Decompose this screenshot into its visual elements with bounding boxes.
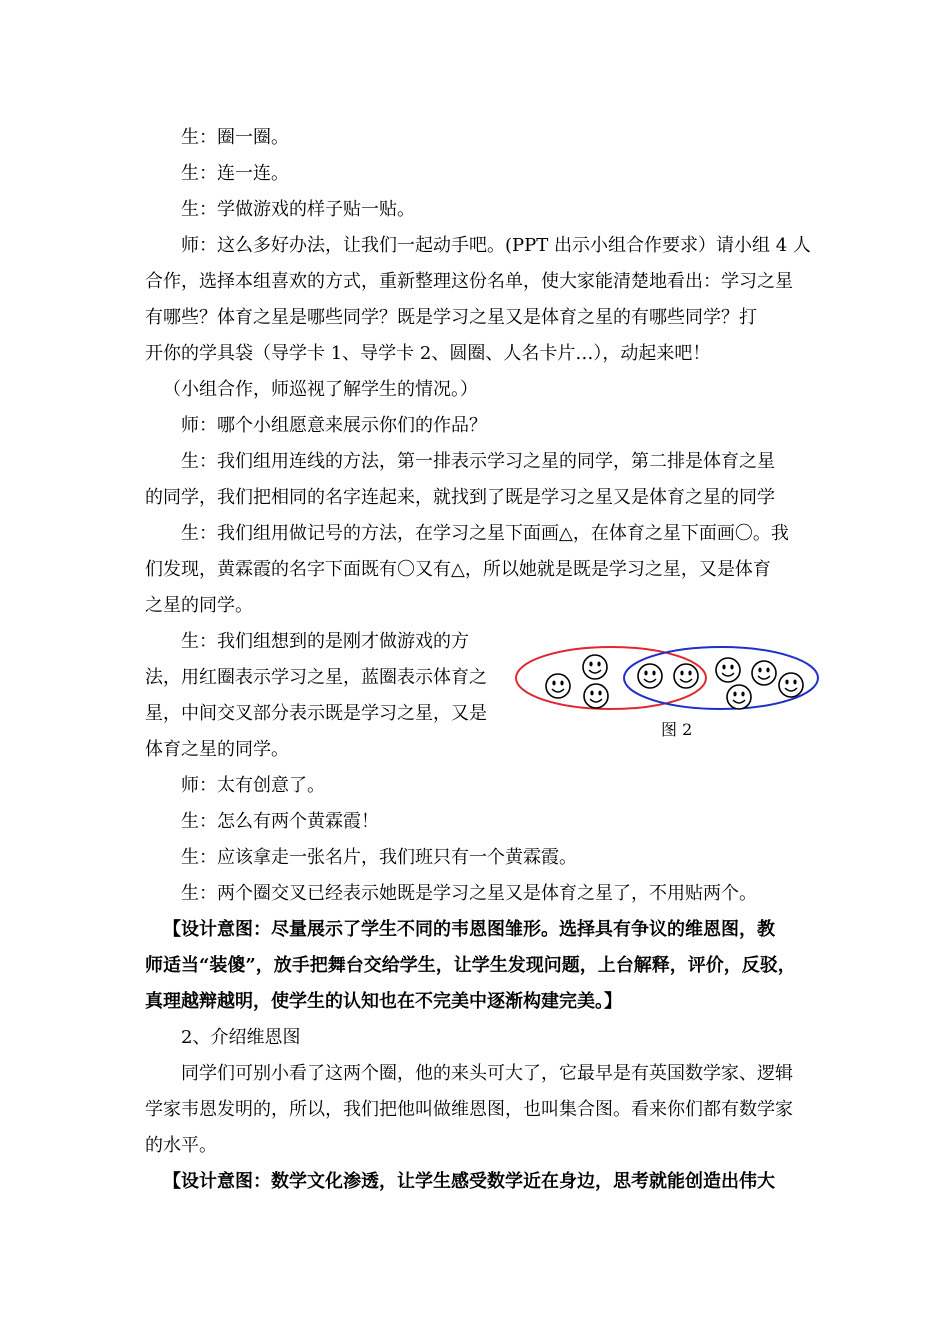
text-line: 的水平。 (145, 1135, 217, 1156)
text-line: 生：应该拿走一张名片，我们班只有一个黄霖霞。 (181, 847, 577, 868)
smiley-face-icon (779, 673, 803, 697)
text-line: 生：怎么有两个黄霖霞！ (181, 811, 379, 832)
text-line: （小组合作，师巡视了解学生的情况。） (163, 379, 478, 400)
smiley-face-icon (583, 655, 607, 679)
section-heading: 2、介绍维恩图 (181, 1027, 301, 1048)
text-line: 生：我们组想到的是刚才做游戏的方 (181, 631, 469, 652)
design-intent-line: 真理越辩越明，使学生的认知也在不完美中逐渐构建完美。】 (145, 991, 622, 1012)
text-line: 师：太有创意了。 (181, 775, 325, 796)
text-line: 法，用红圈表示学习之星，蓝圈表示体育之 (145, 667, 487, 688)
text-line: 学家韦恩发明的，所以，我们把他叫做维恩图，也叫集合图。看来你们都有数学家 (145, 1099, 793, 1120)
text-line: 生：我们组用做记号的方法，在学习之星下面画△，在体育之星下面画〇。我 (181, 523, 789, 544)
design-intent-line: 【设计意图：数学文化渗透，让学生感受数学近在身边，思考就能创造出伟大 (163, 1171, 775, 1192)
text-line: 生：连一连。 (181, 163, 289, 184)
text-line: 师：这么多好办法，让我们一起动手吧。(PPT 出示小组合作要求）请小组 4 人 (181, 235, 811, 256)
smiley-face-icon (546, 674, 570, 698)
text-line: 生：两个圈交叉已经表示她既是学习之星又是体育之星了，不用贴两个。 (181, 883, 757, 904)
text-line: 生：学做游戏的样子贴一贴。 (181, 199, 415, 220)
design-intent-line: 师适当“装傻”，放手把舞台交给学生，让学生发现问题，上台解释，评价，反驳， (145, 955, 796, 976)
figure-caption: 图 2 (661, 720, 693, 739)
smiley-face-icon (752, 661, 776, 685)
text-line: 星，中间交叉部分表示既是学习之星，又是 (145, 703, 487, 724)
text-line: 生：圈一圈。 (181, 127, 289, 148)
smiley-face-icon (584, 684, 608, 708)
smiley-face-icon (638, 664, 662, 688)
text-line: 合作，选择本组喜欢的方式，重新整理这份名单，使大家能清楚地看出：学习之星 (145, 271, 793, 292)
smiley-face-icon (727, 685, 751, 709)
text-line: 开你的学具袋（导学卡 1、导学卡 2、圆圈、人名卡片…），动起来吧！ (145, 343, 711, 364)
smiley-face-icon (716, 658, 740, 682)
text-line: 师：哪个小组愿意来展示你们的作品？ (181, 415, 487, 436)
text-line: 们发现，黄霖霞的名字下面既有〇又有△，所以她就是既是学习之星，又是体育 (145, 559, 771, 580)
text-line: 生：我们组用连线的方法，第一排表示学习之星的同学，第二排是体育之星 (181, 451, 775, 472)
text-line: 之星的同学。 (145, 595, 253, 616)
design-intent-line: 【设计意图：尽量展示了学生不同的韦恩图雏形。选择具有争议的维恩图，教 (163, 919, 775, 940)
text-line: 有哪些？体育之星是哪些同学？既是学习之星又是体育之星的有哪些同学？打 (145, 307, 757, 328)
text-line: 体育之星的同学。 (145, 739, 289, 760)
text-line: 的同学，我们把相同的名字连起来，就找到了既是学习之星又是体育之星的同学 (145, 487, 775, 508)
text-line: 同学们可别小看了这两个圈，他的来头可大了，它最早是有英国数学家、逻辑 (181, 1063, 793, 1084)
smiley-face-icon (674, 664, 698, 688)
